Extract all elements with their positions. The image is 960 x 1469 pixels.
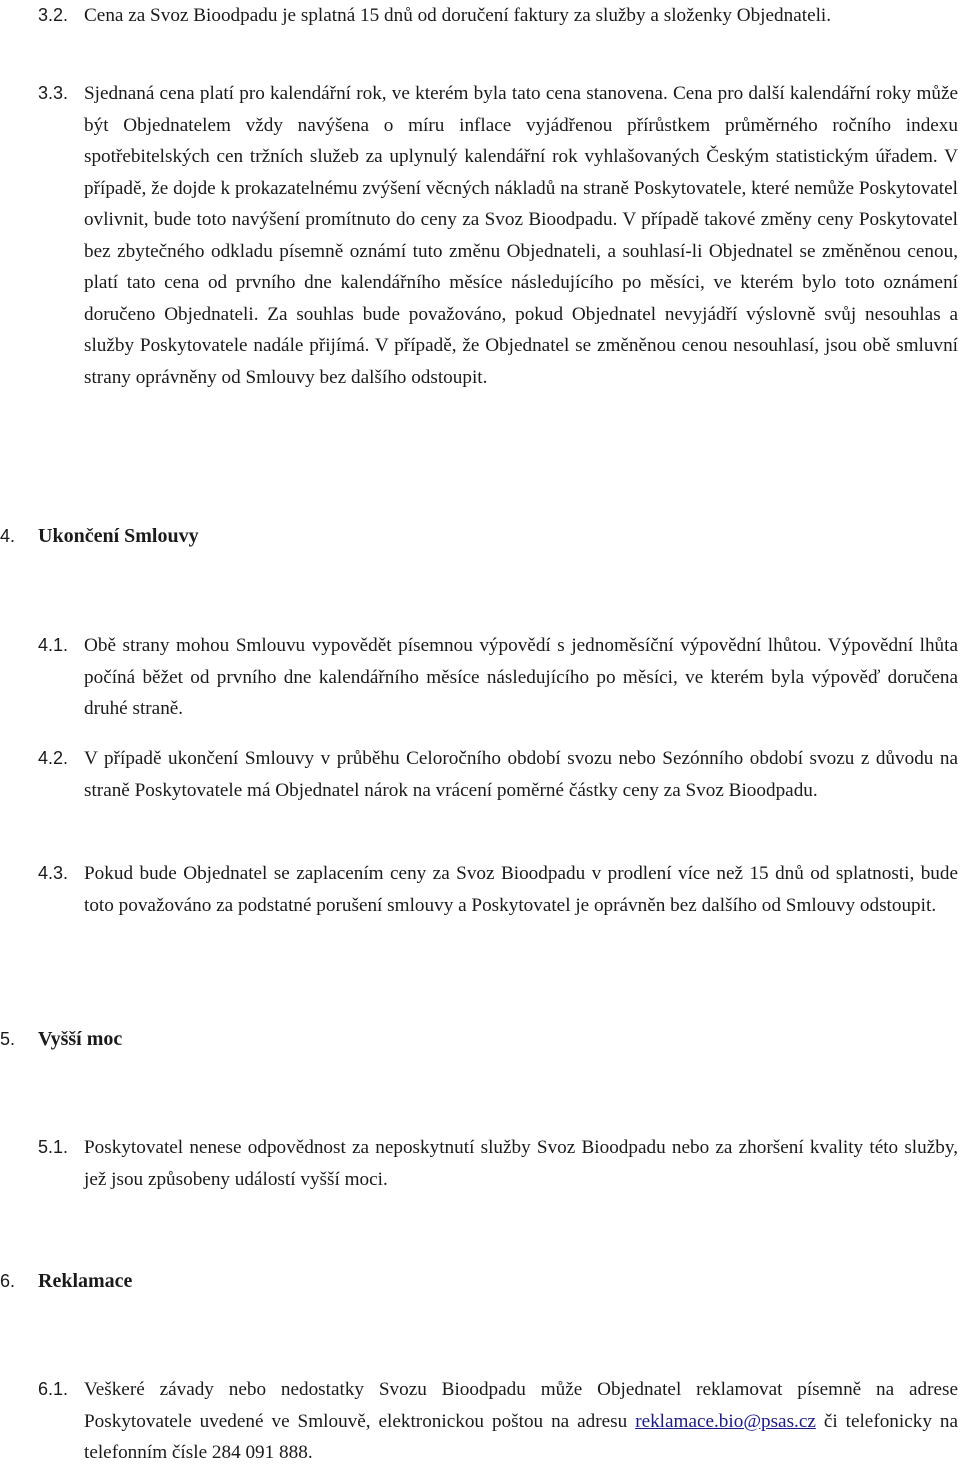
- clause-4-2: [38, 743, 958, 806]
- clause-6-1: [38, 1374, 958, 1469]
- clause-number: 4.2.: [38, 748, 69, 768]
- section-heading-6: [0, 1270, 132, 1293]
- section-number: 6.: [0, 1271, 16, 1291]
- clause-number: 3.3.: [38, 83, 69, 103]
- clause-5-1: [38, 1132, 958, 1195]
- section-title: Reklamace: [38, 1270, 133, 1292]
- section-title: Vyšší moc: [38, 1028, 123, 1050]
- section-heading-5: [0, 1028, 122, 1051]
- clause-text: V případě ukončení Smlouvy v průběhu Celoročního období svozu nebo Sezónního období svozu z důvodu na straně Poskytovatele má Objednatel nárok na vrácení poměrné částky ceny za Svoz Bioodpadu.: [84, 748, 958, 801]
- clause-text: Obě strany mohou Smlouvu vypovědět písemnou výpovědí s jednoměsíční výpovědní lhůtou. Výpovědní lhůta počíná běžet od prvního dne kalendářního měsíce následujícího po měsíci, ve kterém byla výpověď doručena druhé straně.: [84, 635, 958, 719]
- clause-text-before: Veškeré závady nebo nedostatky Svozu Bioodpadu může Objednatel reklamovat písemně na adrese Poskytovatele uvedené ve Smlouvě, elektronickou poštou na adresu: [84, 1379, 958, 1432]
- clause-number: 4.1.: [38, 635, 69, 655]
- clause-4-1: [38, 630, 958, 725]
- email-link[interactable]: reklamace.bio@psas.cz: [635, 1410, 816, 1432]
- clause-4-3: [38, 858, 958, 921]
- clause-number: 6.1.: [38, 1379, 69, 1399]
- clause-text: Poskytovatel nenese odpovědnost za neposkytnutí služby Svoz Bioodpadu nebo za zhoršení kvality této služby, jež jsou způsobeny událostí vyšší moci.: [84, 1137, 958, 1190]
- section-number: 5.: [0, 1029, 16, 1049]
- clause-number: 5.1.: [38, 1137, 69, 1157]
- clause-text: Pokud bude Objednatel se zaplacením ceny za Svoz Bioodpadu v prodlení více než 15 dnů od splatnosti, bude toto považováno za podstatné porušení smlouvy a Poskytovatel je oprávněn bez dalšího od Smlouvy odstoupit.: [84, 863, 958, 916]
- clause-text: [84, 1374, 958, 1469]
- clause-text-after: či telefonicky na telefonním čísle 284 091 888.: [84, 1410, 958, 1463]
- clause-3-2: [38, 0, 958, 32]
- clause-text: Cena za Svoz Bioodpadu je splatná 15 dnů od doručení faktury za služby a složenky Objednateli.: [84, 5, 832, 26]
- section-number: 4.: [0, 526, 16, 546]
- clause-number: 4.3.: [38, 863, 69, 883]
- section-title: Ukončení Smlouvy: [38, 525, 199, 547]
- clause-number: 3.2.: [38, 5, 69, 25]
- clause-3-3: [38, 78, 958, 393]
- clause-text: Sjednaná cena platí pro kalendářní rok, ve kterém byla tato cena stanovena. Cena pro další kalendářní roky může být Objednatelem vždy navýšena o míru inflace vyjádřenou přírůstkem průměrného ročního indexu spotřebitelských cen tržních služeb za uplynulý kalendářní rok vyhlašovaných Českým statistickým úřadem. V případě, že dojde k prokazatelnému zvýšení věcných nákladů na straně Poskytovatele, které nemůže Poskytovatel ovlivnit, bude toto navýšení promítnuto do ceny za Svoz Bioodpadu. V případě takové změny ceny Poskytovatel bez zbytečného odkladu písemně oznámí tuto změnu Objednateli, a souhlasí-li Objednatel se změněnou cenou, platí tato cena od prvního dne kalendářního měsíce následujícího po měsíci, ve kterém bylo toto oznámení doručeno Objednateli. Za souhlas bude považováno, pokud Objednatel nevyjádří výslovně svůj nesouhlas a služby Poskytovatele nadále přijímá. V případě, že Objednatel se změněnou cenou nesouhlasí, jsou obě smluvní strany oprávněny od Smlouvy bez dalšího odstoupit.: [84, 83, 958, 388]
- section-heading-4: [0, 525, 199, 548]
